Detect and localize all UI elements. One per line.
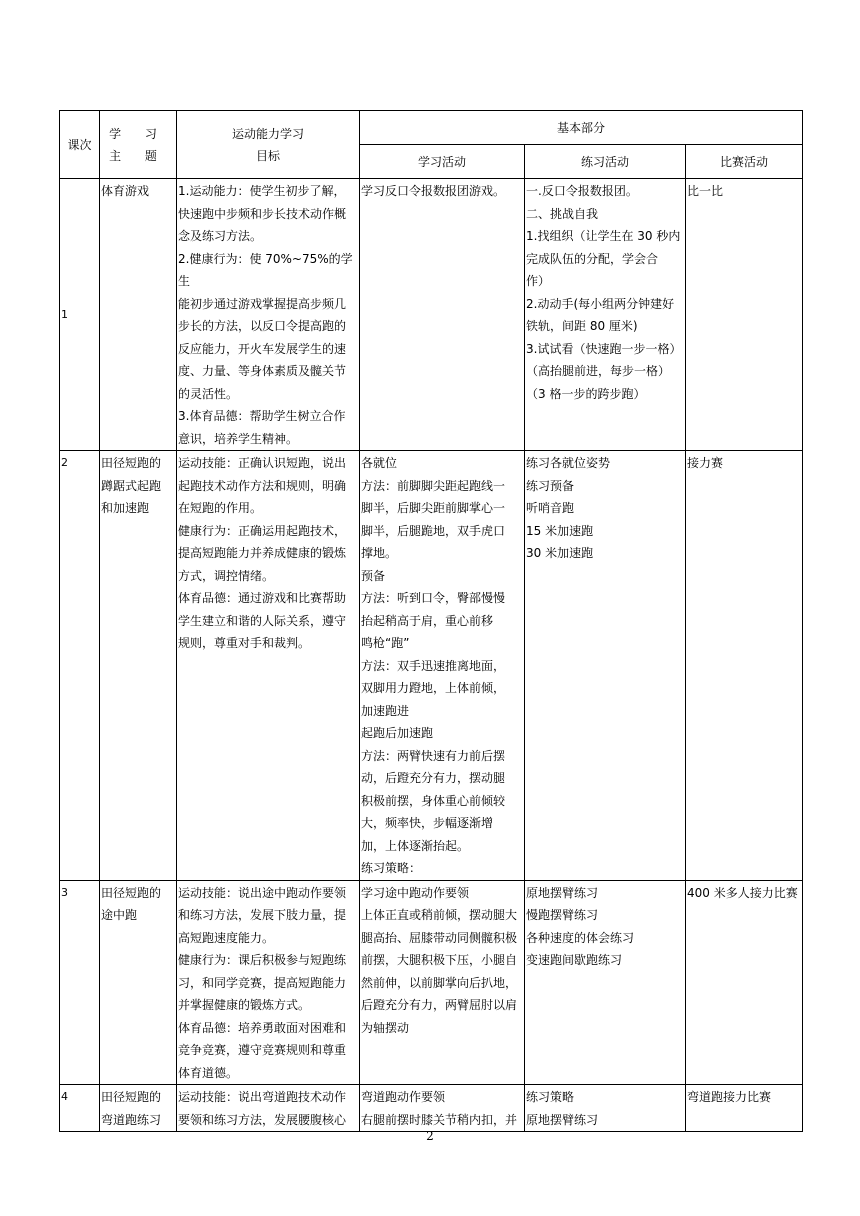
lesson-goal	[177, 179, 360, 451]
cell-text-line: 运动技能：说出途中跑动作要领	[178, 885, 347, 900]
cell-text-line: 体育游戏	[101, 184, 150, 198]
cell-text-line: 方法：两臂快速有力前后摆	[361, 748, 506, 763]
lesson-match	[686, 179, 803, 451]
cell-text-line: 能初步通过游戏掌握提高步频几	[178, 296, 347, 311]
cell-text-line: 比一比	[687, 184, 724, 198]
lesson-learning	[360, 880, 525, 1085]
cell-text-line: 弯道跑接力比赛	[687, 1090, 772, 1104]
lesson-number: 2	[60, 451, 100, 881]
cell-text-line: 400 米多人接力比赛	[687, 885, 798, 900]
table-row	[60, 451, 803, 881]
cell-text-line: 脚半，后脚尖距前脚掌心一	[361, 501, 506, 515]
cell-text-line: 运动技能：正确认识短跑，说出	[178, 456, 347, 470]
cell-text-line: 念及练习方法。	[178, 229, 263, 243]
cell-text-line: 弯道跑动作要领	[361, 1090, 446, 1104]
cell-text-line: 要领和练习方法，发展腰腹核心	[178, 1112, 347, 1127]
lesson-topic	[100, 880, 177, 1085]
cell-text-line: 的灵活性。	[178, 386, 239, 401]
cell-text-line: 健康行为：正确运用起跑技术，	[178, 523, 347, 538]
cell-text-line: 鸣枪“跑”	[361, 636, 410, 650]
cell-text-line: 起跑技术动作方法和规则，明确	[178, 478, 347, 493]
cell-text-line: 方法：听到口令，臀部慢慢	[361, 591, 506, 605]
cell-text-line: 原地摆臂练习	[526, 885, 599, 900]
cell-text-line: 健康行为：课后积极参与短跑练	[178, 953, 347, 967]
cell-text-line: 铁轨，间距 80 厘米)	[526, 319, 638, 333]
cell-text-line: 加，上体逐渐抬起。	[361, 838, 470, 853]
cell-text-line: 一.反口令报数报团。	[526, 184, 638, 198]
cell-text-line: 二、挑战自我	[526, 206, 599, 221]
lesson-practice	[525, 1085, 686, 1132]
cell-text-line: 并掌握健康的锻炼方式。	[178, 998, 311, 1012]
cell-text-line: 2.健康行为：使 70%~75%的学生	[178, 251, 353, 288]
cell-text-line: 方法：前脚脚尖距起跑线一	[361, 478, 506, 493]
lesson-practice	[525, 179, 686, 451]
cell-text-line: 练习策略：	[361, 861, 422, 875]
cell-text-line: 学习途中跑动作要领	[361, 885, 470, 900]
header-practice-activity: 练习活动	[525, 145, 686, 179]
cell-text-line: 听哨音跑	[526, 501, 575, 515]
cell-text-line: 和加速跑	[101, 501, 150, 515]
cell-text-line: （3 格一步的跨步跑）	[526, 386, 646, 401]
cell-text-line: 田径短跑的	[101, 456, 162, 470]
cell-text-line: 练习预备	[526, 478, 575, 493]
cell-text-line: 体育品德：通过游戏和比赛帮助	[178, 591, 347, 605]
cell-text-line: 积极前摆，身体重心前倾较	[361, 793, 506, 808]
cell-text-line: 提高短跑能力并养成健康的锻炼	[178, 546, 347, 560]
cell-text-line: 弯道跑练习	[101, 1112, 162, 1127]
header-match-activity: 比赛活动	[686, 145, 803, 179]
cell-text-line: 度、力量、等身体素质及髋关节	[178, 364, 347, 378]
cell-text-line: 15 米加速跑	[526, 523, 594, 538]
cell-text-line: 田径短跑的	[101, 1090, 162, 1104]
cell-text-line: 上体正直或稍前倾，摆动腿大	[361, 908, 518, 922]
lesson-match	[686, 451, 803, 881]
header-topic: 学 习 主 题	[100, 111, 177, 179]
cell-text-line: 途中跑	[101, 908, 138, 922]
header-lesson-number: 课次	[60, 111, 100, 179]
cell-text-line: 变速跑间歇跑练习	[526, 953, 623, 967]
lesson-goal	[177, 451, 360, 881]
cell-text-line: 接力赛	[687, 456, 724, 470]
cell-text-line: 各就位	[361, 456, 398, 470]
lesson-practice	[525, 451, 686, 881]
cell-text-line: 作）	[526, 274, 551, 288]
header-learning-activity: 学习活动	[360, 145, 525, 179]
cell-text-line: 3.体育品德：帮助学生树立合作	[178, 409, 346, 423]
table-row	[60, 1085, 803, 1132]
cell-text-line: 起跑后加速跑	[361, 726, 434, 740]
cell-text-line: 步长的方法，以反口令提高跑的	[178, 319, 347, 333]
table-row	[60, 179, 803, 451]
cell-text-line: 各种速度的体会练习	[526, 930, 635, 945]
cell-text-line: 1.找组织（让学生在 30 秒内	[526, 229, 681, 243]
cell-text-line: 1.运动能力：使学生初步了解，	[178, 184, 346, 198]
cell-text-line: 30 米加速跑	[526, 546, 594, 560]
cell-text-line: 为轴摆动	[361, 1020, 410, 1035]
cell-text-line: 后蹬充分有力，两臂屈肘以肩	[361, 998, 518, 1012]
lesson-learning	[360, 1085, 525, 1132]
cell-text-line: 练习各就位姿势	[526, 456, 611, 470]
lesson-topic	[100, 179, 177, 451]
cell-text-line: 方法：双手迅速推离地面，	[361, 658, 506, 673]
cell-text-line: 慢跑摆臂练习	[526, 908, 599, 922]
lesson-number: 3	[60, 880, 100, 1085]
cell-text-line: 方式，调控情绪。	[178, 568, 275, 583]
cell-text-line: 习，和同学竞赛，提高短跑能力	[178, 975, 347, 990]
lesson-learning	[360, 179, 525, 451]
cell-text-line: 运动技能：说出弯道跑技术动作	[178, 1090, 347, 1104]
lesson-topic	[100, 1085, 177, 1132]
table-row	[60, 880, 803, 1085]
cell-text-line: 意识，培养学生精神。	[178, 431, 299, 446]
cell-text-line: 然前伸，以前脚掌向后扒地，	[361, 975, 518, 990]
cell-text-line: 和练习方法，发展下肢力量，提	[178, 908, 347, 922]
lesson-topic	[100, 451, 177, 881]
cell-text-line: 大，频率快，步幅逐渐增	[361, 816, 494, 830]
cell-text-line: 学习反口令报数报团游戏。	[361, 184, 506, 198]
cell-text-line: 完成队伍的分配，学会合	[526, 251, 659, 266]
cell-text-line: 脚半，后腿跪地，双手虎口	[361, 523, 506, 538]
cell-text-line: 体育道德。	[178, 1065, 239, 1080]
cell-text-line: 田径短跑的	[101, 885, 162, 900]
cell-text-line: 学生建立和谐的人际关系，遵守	[178, 613, 347, 628]
page-number: 2	[426, 1129, 434, 1143]
header-basic-part: 基本部分	[360, 111, 803, 145]
cell-text-line: 3.试试看（快速跑一步一格）	[526, 341, 682, 356]
cell-text-line: 高短跑速度能力。	[178, 930, 275, 945]
lesson-match	[686, 1085, 803, 1132]
header-ability-goal: 运动能力学习 目标	[177, 111, 360, 179]
cell-text-line: 前摆，大腿积极下压，小腿自	[361, 953, 518, 967]
cell-text-line: 加速跑进	[361, 703, 410, 718]
lesson-learning	[360, 451, 525, 881]
cell-text-line: 在短跑的作用。	[178, 501, 263, 515]
cell-text-line: 蹲踞式起跑	[101, 478, 162, 493]
cell-text-line: （高抬腿前进，每步一格）	[526, 364, 671, 378]
cell-text-line: 练习策略	[526, 1090, 575, 1104]
lesson-practice	[525, 880, 686, 1085]
cell-text-line: 双脚用力蹬地，上体前倾，	[361, 681, 506, 695]
cell-text-line: 动，后蹬充分有力，摆动腿	[361, 771, 506, 785]
cell-text-line: 体育品德：培养勇敢面对困难和	[178, 1020, 347, 1035]
cell-text-line: 反应能力，开火车发展学生的速	[178, 341, 347, 356]
cell-text-line: 原地摆臂练习	[526, 1112, 599, 1127]
lesson-match	[686, 880, 803, 1085]
lesson-number: 4	[60, 1085, 100, 1132]
cell-text-line: 撑地。	[361, 546, 398, 560]
cell-text-line: 2.动动手(每小组两分钟建好	[526, 296, 675, 311]
cell-text-line: 右腿前摆时膝关节稍内扣，并	[361, 1112, 518, 1127]
cell-text-line: 规则，尊重对手和裁判。	[178, 636, 311, 650]
cell-text-line: 竞争竞赛，遵守竞赛规则和尊重	[178, 1043, 347, 1057]
lesson-goal	[177, 880, 360, 1085]
cell-text-line: 抬起稍高于肩，重心前移	[361, 613, 494, 628]
cell-text-line: 快速跑中步频和步长技术动作概	[178, 206, 347, 221]
cell-text-line: 预备	[361, 568, 386, 583]
lesson-plan-table	[59, 110, 803, 1132]
cell-text-line: 腿高抬、屈膝带动同侧髋积极	[361, 930, 518, 945]
lesson-goal	[177, 1085, 360, 1132]
lesson-number: 1	[60, 179, 100, 451]
